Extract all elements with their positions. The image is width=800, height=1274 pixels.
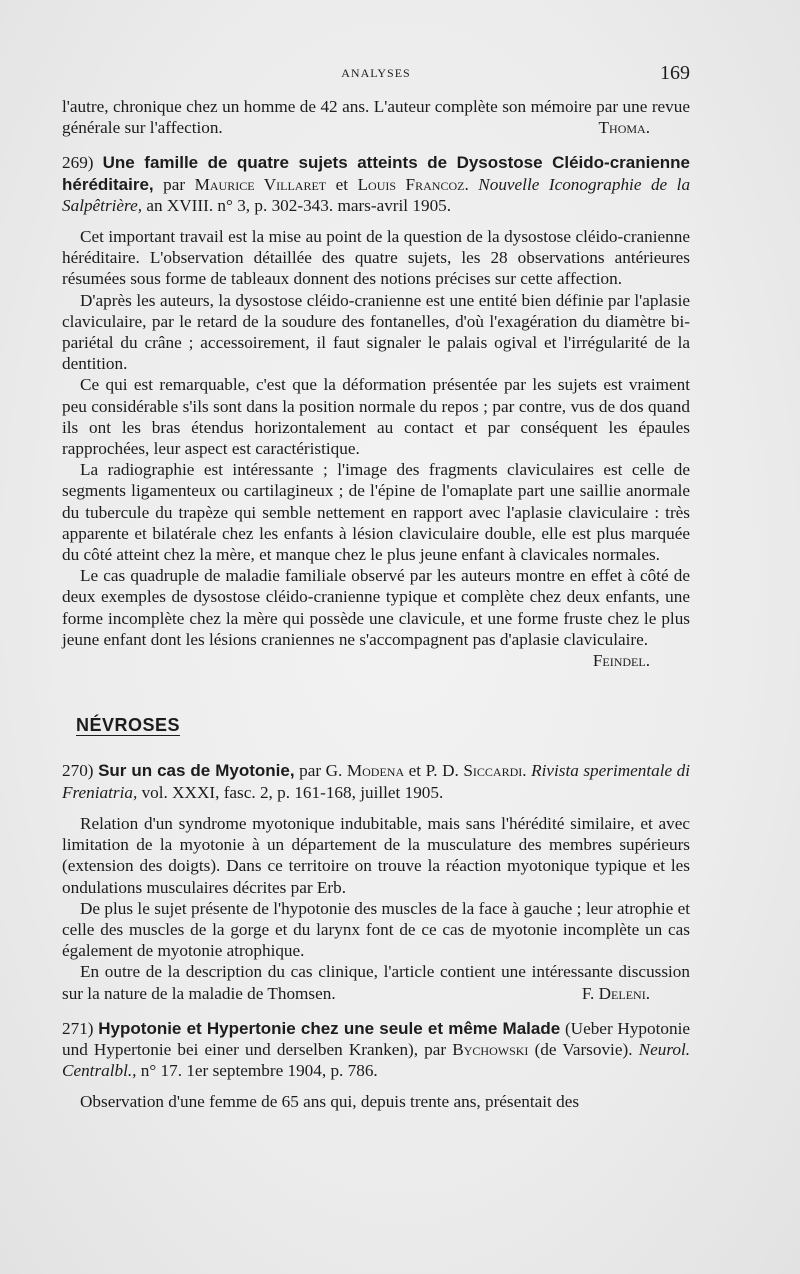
section-heading: NÉVROSES [76,715,181,736]
author-name: Louis Francoz. [357,174,469,194]
entry-269-heading [62,152,690,216]
journal-name: Neurol. Centralbl., [62,1039,691,1081]
and-word: et [335,174,349,194]
entry-269 [62,152,690,671]
author-name: Maurice Villaret [194,174,327,194]
signature-feindel: Feindel. [592,651,650,671]
entry-number: 270) [62,761,94,781]
entry-270 [62,760,690,1003]
entry-number: 269) [62,153,94,173]
entry-270-heading [62,760,690,802]
running-head [62,64,690,84]
paragraph: Observation d'une femme de 65 ans qui, depuis trente ans, présentait des [80,1092,580,1112]
entry-title: Une famille de quatre sujets atteints de Dysostose Cléido-cranienne héréditaire, [62,153,690,194]
citation-details: vol. XXXI, fasc. 2, p. 161-168, juillet 1905. [141,782,444,802]
paragraph: Cet important travail est la mise au point de la question de la dysostose cléido-cranienne héréditaire. L'observation détaillée des quatre sujets, les 28 observations antérieures résumées sous forme de tableaux donnent des notions précises sur cette affection. [62,227,690,289]
entry-271 [62,1018,690,1113]
running-title: ANALYSES [341,66,411,80]
paragraph-text: Le cas quadruple de maladie familiale observé par les auteurs montre en effet à côté de deux exemples de dysostose cléido-cranienne typique et complète chez deux enfants, une forme incomplète chez la mère qui possède une clavicule, et une forme fruste chez le plus jeune enfant dont les lésions craniennes ne s'accompagnent pas d'aplasie claviculaire. [62,566,690,649]
par-word: par [299,761,322,781]
continuation-paragraph [62,96,690,138]
entry-title: Sur un cas de Myotonie, [98,761,295,781]
entry-number: 271) [62,1018,94,1038]
author-place: (de Varsovie). [534,1039,633,1059]
signature-thoma: Thoma. [598,118,650,138]
par-word: par [163,174,186,194]
entry-271-heading [62,1018,690,1082]
author-name: G. Modena [325,761,405,781]
article-body [62,96,690,1113]
paragraph-text: En outre de la description du cas clinique, l'article contient une intéressante discussion sur la nature de la maladie de Thomsen. [62,962,690,1003]
and-word: et [408,761,422,781]
paragraph [62,565,690,671]
paragraph: Relation d'un syndrome myotonique indubitable, mais sans l'hérédité similaire, et avec limitation de la myotonie à un département de la musculature des membres supérieurs (extension des doigts). Dans ce territoire on trouve la réaction myotonique typique et les ondulations musculaires décrites par Erb. [62,813,690,897]
citation-details: an XVIII. n° 3, p. 302-343. mars-avril 1905. [146,195,452,215]
signature-deleni: F. Deleni. [581,983,650,1003]
paragraph: Ce qui est remarquable, c'est que la déformation présentée par les sujets est vraiment peu considérable s'ils sont dans la position normale du repos ; par contre, vus de dos quand ils ont les bras étendus horizontalement au contact et par conséquent les épaules rapprochées, leur aspect est caractéristique. [62,375,690,459]
citation-details: n° 17. 1er septembre 1904, p. 786. [140,1061,378,1081]
journal-name: Nouvelle Iconographie de la Salpêtrière, [62,174,691,215]
paragraph: De plus le sujet présente de l'hypotonie des muscles de la face à gauche ; leur atrophie et celle des muscles de la gorge et du larynx font de ce cas de myotonie incomplète un cas également de myotonie atrophique. [62,898,690,961]
paragraph [62,961,690,1003]
continuation-text: l'autre, chronique chez un homme de 42 ans. L'auteur complète son mémoire par une revue générale sur l'affection. [62,97,690,138]
paragraph: La radiographie est intéressante ; l'image des fragments claviculaires est celle de segments ligamenteux ou cartilagineux ; de l'épine de l'omaplate part une saillie anormale du tubercule du trapèze qui semble nettement en rapport avec l'aplasie claviculaire : très apparente et bilatérale chez les enfants à lésion claviculaire double, elle est plus marquée du côté atteint chez la mère, et manque chez le plus jeune enfant à clavicales normales. [62,460,690,565]
entry-subtitle: (Ueber Hypotonie und Hypertonie bei einer und derselben Kranken), par [62,1018,690,1059]
author-name: Bychowski [452,1039,529,1059]
entry-title: Hypotonie et Hypertonie chez une seule et même Malade [98,1018,561,1038]
journal-name: Rivista sperimentale di Freniatria, [62,761,691,802]
paragraph: D'après les auteurs, la dysostose cléido-cranienne est une entité bien définie par l'aplasie claviculaire, par le retard de la soudure des fontanelles, d'où l'exagération du diamètre bi-pariétal du crâne ; accessoirement, il faut signaler le palais ogival et l'irrégularité de la dentition. [62,290,690,374]
author-name: P. D. Siccardi. [425,761,527,781]
page-number: 169 [660,62,690,84]
